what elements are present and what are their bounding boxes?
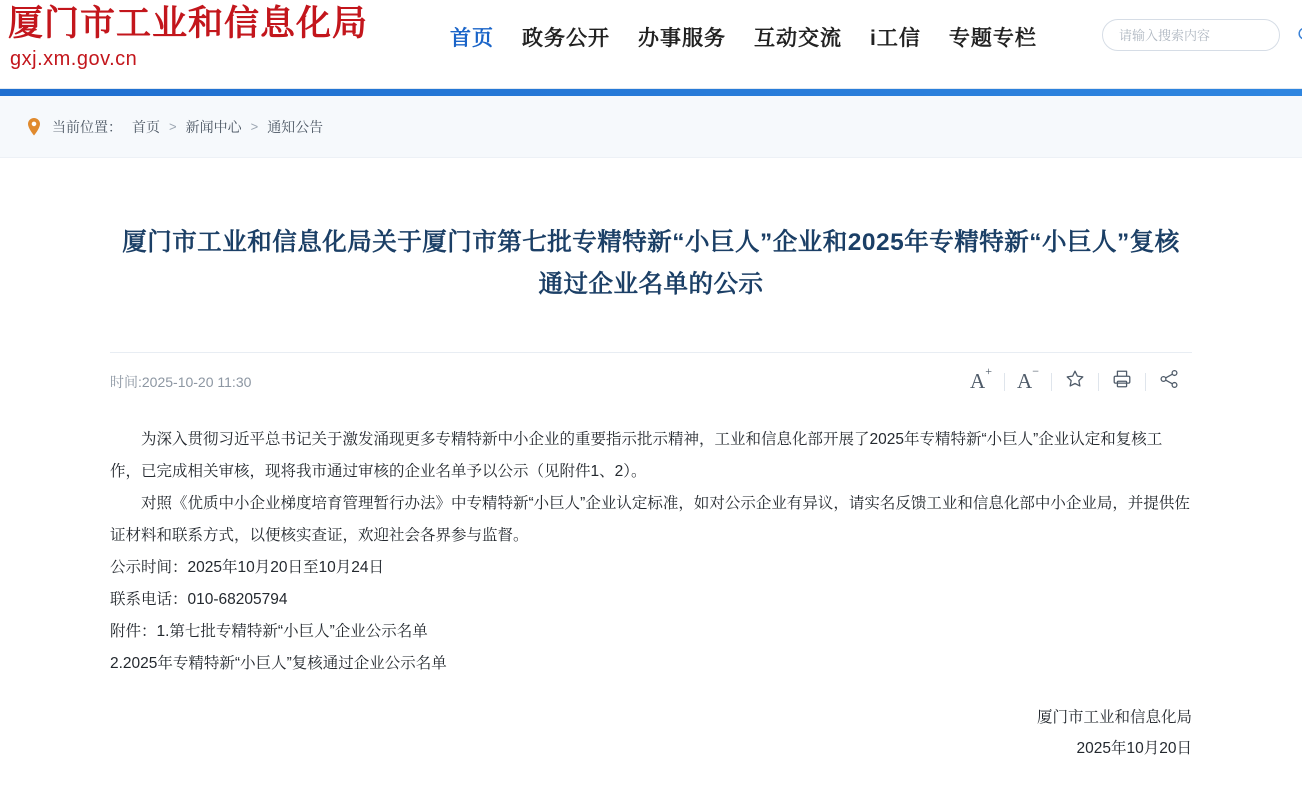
breadcrumb-item-home[interactable]: 首页 xyxy=(132,118,160,135)
font-increase-button[interactable] xyxy=(958,364,1004,397)
nav-item-interaction[interactable]: 互动交流 xyxy=(754,27,842,50)
article-detail-line: 公示时间：2025年10月20日至10月24日 xyxy=(110,559,384,577)
header-accent-strip xyxy=(0,89,1302,96)
article-detail-line: 联系电话：010-68205794 xyxy=(110,591,288,609)
search-input[interactable] xyxy=(1117,27,1297,44)
page-title: 厦门市工业和信息化局关于厦门市第七批专精特新“小巨人”企业和2025年专精特新“小巨人”复核 通过企业名单的公示 xyxy=(122,229,1180,299)
breadcrumb-label: 当前位置： xyxy=(52,118,122,135)
breadcrumb-separator: > xyxy=(169,119,177,134)
article-attachment-line[interactable]: 2.2025年专精特新“小巨人”复核通过企业公示名单 xyxy=(110,655,447,673)
nav-item-igongxin[interactable]: i工信 xyxy=(870,27,921,50)
font-decrease-icon: A− xyxy=(1017,364,1039,394)
breadcrumb-separator: > xyxy=(250,119,259,134)
nav-item-services[interactable]: 办事服务 xyxy=(638,27,726,50)
nav-item-government-affairs[interactable]: 政务公开 xyxy=(522,27,610,50)
site-header xyxy=(0,0,1302,89)
article-toolbar xyxy=(958,364,1192,397)
nav-item-special-topics[interactable]: 专题专栏 xyxy=(948,27,1037,50)
site-logo-domain: gxj.xm.gov.cn xyxy=(10,48,138,70)
article-meta-row xyxy=(110,352,1192,410)
print-icon xyxy=(1111,368,1133,395)
location-pin-icon xyxy=(26,117,42,137)
search-icon[interactable] xyxy=(1297,26,1302,44)
share-button[interactable] xyxy=(1146,367,1192,397)
article xyxy=(0,174,1302,764)
article-signature xyxy=(110,702,1192,764)
article-paragraph: 为深入贯彻习近平总书记关于激发涌现更多专精特新中小企业的重要指示批示精神，工业和信息化部开展了2025年专精特新“小巨人”企业认定和复核工作，已完成相关审核，现将我市通过审核的企业名单予以公示（见附件1、2）。 xyxy=(110,431,1163,481)
article-body xyxy=(110,410,1192,680)
publish-time: 时间:2025-10-20 11:30 xyxy=(110,373,252,390)
breadcrumb xyxy=(0,96,1302,158)
site-logo[interactable] xyxy=(0,0,450,72)
star-icon xyxy=(1064,368,1086,395)
signature-date: 2025年10月20日 xyxy=(1076,740,1192,758)
article-attachment-line[interactable]: 附件：1.第七批专精特新“小巨人”企业公示名单 xyxy=(110,623,428,641)
print-button[interactable] xyxy=(1099,367,1145,397)
nav-item-home[interactable]: 首页 xyxy=(450,27,494,50)
article-paragraph: 对照《优质中小企业梯度培育管理暂行办法》中专精特新“小巨人”企业认定标准，如对公示企业有异议，请实名反馈工业和信息化部中小企业局，并提供佐证材料和联系方式，以便核实查证，欢迎社会各界参与监督。 xyxy=(110,495,1190,545)
signature-org: 厦门市工业和信息化局 xyxy=(1036,709,1192,727)
font-decrease-button[interactable] xyxy=(1005,364,1051,397)
share-icon xyxy=(1158,368,1180,395)
search-box[interactable] xyxy=(1102,19,1280,51)
favorite-button[interactable] xyxy=(1052,367,1098,397)
site-logo-title: 厦门市工业和信息化局 xyxy=(8,3,369,44)
font-increase-icon: A+ xyxy=(970,364,992,394)
breadcrumb-item-news-center[interactable]: 新闻中心 xyxy=(185,118,242,135)
breadcrumb-item-notices[interactable]: 通知公告 xyxy=(267,118,324,135)
